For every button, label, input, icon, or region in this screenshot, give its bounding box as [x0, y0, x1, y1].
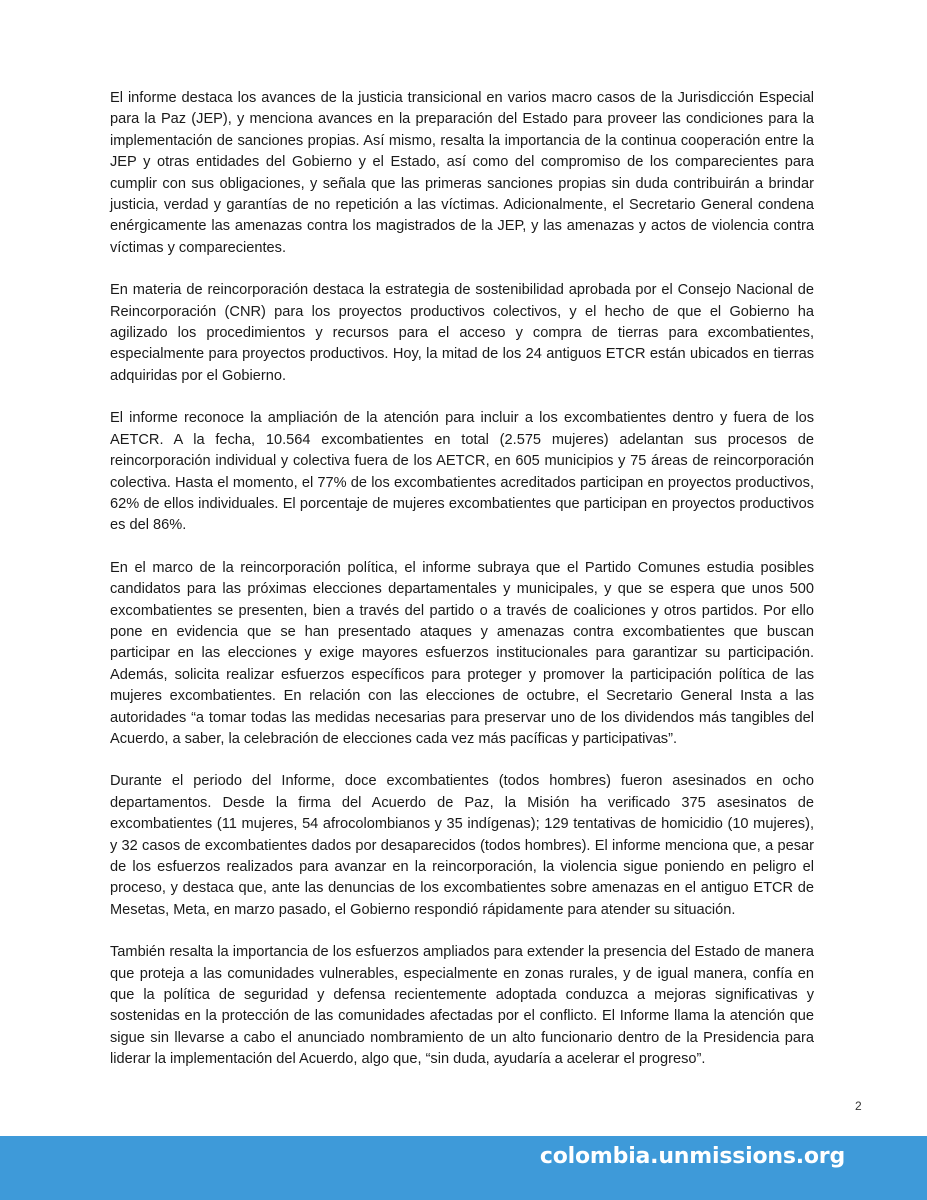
document-body [110, 88, 814, 1092]
paragraph-aetcr: El informe reconoce la ampliación de la atención para incluir a los excombatientes dentro y fuera de los AETCR. A la fecha, 10.564 excombatientes en total (2.575 mujeres) adelantan sus procesos de reincorporación individual y colectiva fuera de los AETCR, en 605 municipios y 75 áreas de reincorporación colectiva. Hasta el momento, el 77% de los excombatientes acreditados participan en proyectos productivos, 62% de ellos individuales. El porcentaje de mujeres excombatientes que participan en proyectos productivos es del 86%. [110, 410, 814, 534]
footer-bar [0, 1136, 927, 1200]
paragraph-seguridad: Durante el periodo del Informe, doce excombatientes (todos hombres) fueron asesinados en ocho departamentos. Desde la firma del Acuerdo de Paz, la Misión ha verificado 375 asesinatos de excombatientes (11 mujeres, 54 afrocolombianos y 35 indígenas); 129 tentativas de homicidio (10 mujeres), y 32 casos de excombatientes dados por desaparecidos (todos hombres). El informe menciona que, a pesar de los esfuerzos realizados para avanzar en la reincorporación, la violencia sigue poniendo en peligro el proceso, y destaca que, ante las denuncias de los excombatientes sobre amenazas en el antiguo ETCR de Mesetas, Meta, en marzo pasado, el Gobierno respondió rápidamente para atender su situación. [110, 773, 814, 918]
paragraph-reincorporacion-politica: En el marco de la reincorporación política, el informe subraya que el Partido Comunes estudia posibles candidatos para las próximas elecciones departamentales y municipales, y que se espera que unos 500 excombatientes se presenten, bien a través del partido o a través de coaliciones y otros partidos. Por ello pone en evidencia que se han presentado ataques y amenazas contra excombatientes que buscan participar en las elecciones y exige mayores esfuerzos institucionales para garantizar su participación. Además, solicita realizar esfuerzos específicos para proteger y promover la participación política de las mujeres excombatientes. En relación con las elecciones de octubre, el Secretario General Insta a las autoridades “a tomar todas las medidas necesarias para preservar uno de los dividendos más tangibles del Acuerdo, a saber, la celebración de elecciones cada vez más pacíficas y participativas”. [110, 559, 814, 747]
paragraph-jep: El informe destaca los avances de la justicia transicional en varios macro casos de la Jurisdicción Especial para la Paz (JEP), y menciona avances en la preparación del Estado para proveer las condiciones para la implementación de sanciones propias. Así mismo, resalta la importancia de la continua cooperación entre la JEP y otras entidades del Gobierno y el Estado, así como del compromiso de los comparecientes para cumplir con sus obligaciones, y señala que las primeras sanciones propias sin duda contribuirán a brindar justicia, verdad y garantías de no repetición a las víctimas. Adicionalmente, el Secretario General condena enérgicamente las amenazas contra los magistrados de la JEP, y las amenazas y actos de violencia contra víctimas y comparecientes. [110, 90, 814, 256]
footer-website-link[interactable]: colombia.unmissions.org [539, 1144, 845, 1169]
page-number: 2 [855, 1099, 862, 1113]
paragraph-reincorporacion: En materia de reincorporación destaca la estrategia de sostenibilidad aprobada por el Consejo Nacional de Reincorporación (CNR) para los proyectos productivos colectivos, y el hecho de que el Gobierno ha agilizado los procedimientos y recursos para el acceso y compra de tierras para excombatientes, especialmente para proyectos productivos. Hoy, la mitad de los 24 antiguos ETCR están ubicados en tierras adquiridas por el Gobierno. [110, 282, 814, 384]
paragraph-presencia-estado: También resalta la importancia de los esfuerzos ampliados para extender la presencia del Estado de manera que proteja a las comunidades vulnerables, especialmente en zonas rurales, y de igual manera, confía en que la política de seguridad y defensa recientemente adoptada conduzca a mejoras significativas y sostenidas en la protección de las comunidades afectadas por el conflicto. El Informe llama la atención que sigue sin llevarse a cabo el anunciado nombramiento de un alto funcionario dentro de la Presidencia para liderar la implementación del Acuerdo, algo que, “sin duda, ayudaría a acelerar el progreso”. [110, 944, 814, 1068]
